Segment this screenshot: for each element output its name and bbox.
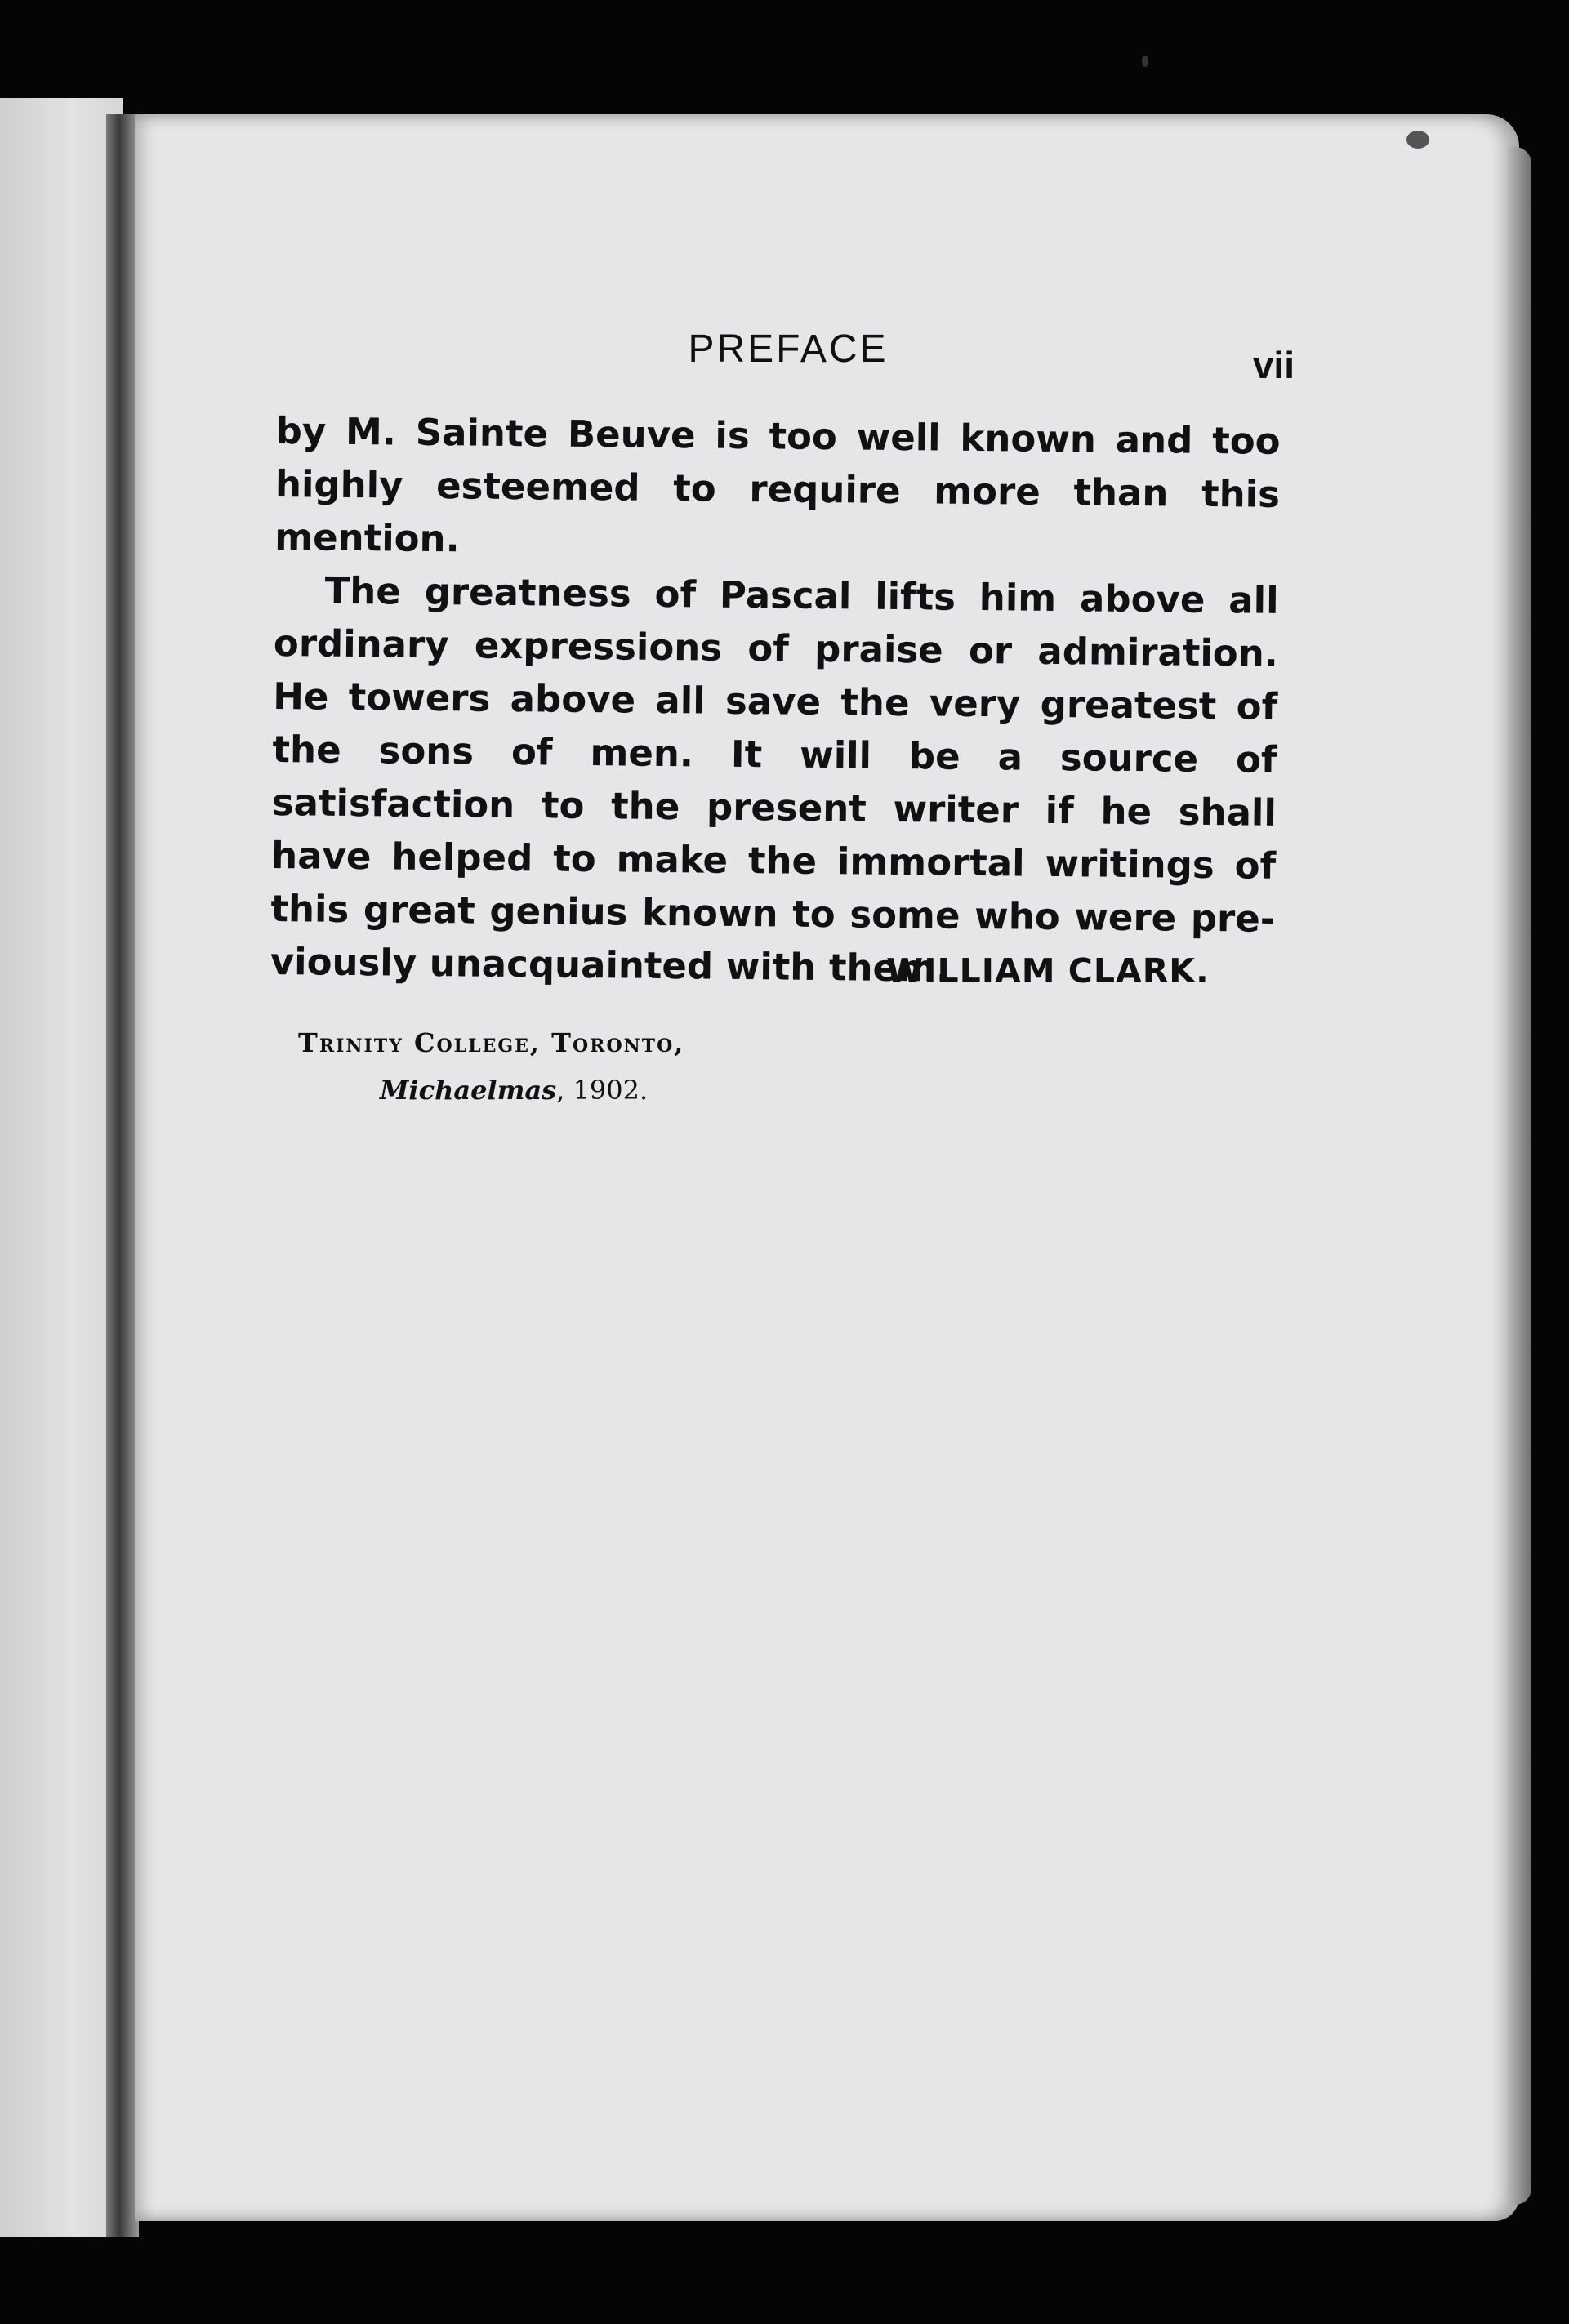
scan-speck — [1142, 56, 1148, 67]
paragraph: The greatness of Pascal lifts him above all ordinary expressions of praise or admiration. He towers above all save the very greatest of the sons of men. It will be a source of satisfaction to the present writer if he shall have helped to make the immortal writings of this great genius known to some who were pre-viously unacquainted with them. — [270, 568, 1279, 991]
running-head — [282, 327, 1295, 384]
running-title: PREFACE — [688, 327, 889, 371]
dateline — [298, 1019, 684, 1114]
book-gutter — [106, 114, 139, 2237]
page-edge-shadow — [1507, 147, 1531, 2205]
term-name: Michaelmas — [380, 1075, 557, 1106]
date-line — [298, 1066, 684, 1114]
scan-speck — [1406, 131, 1429, 149]
institution-line: Trinity College, Toronto, — [298, 1027, 685, 1058]
paragraph-continued: by M. Sainte Beuve is too well known and too highly esteemed to require more than this mention. — [274, 408, 1281, 561]
preface-text — [270, 404, 1281, 999]
year: , 1902. — [556, 1075, 649, 1106]
facing-page-edge — [0, 98, 123, 2237]
author-signature: WILLIAM CLARK. — [886, 951, 1210, 991]
page-number: vii — [1252, 344, 1295, 386]
